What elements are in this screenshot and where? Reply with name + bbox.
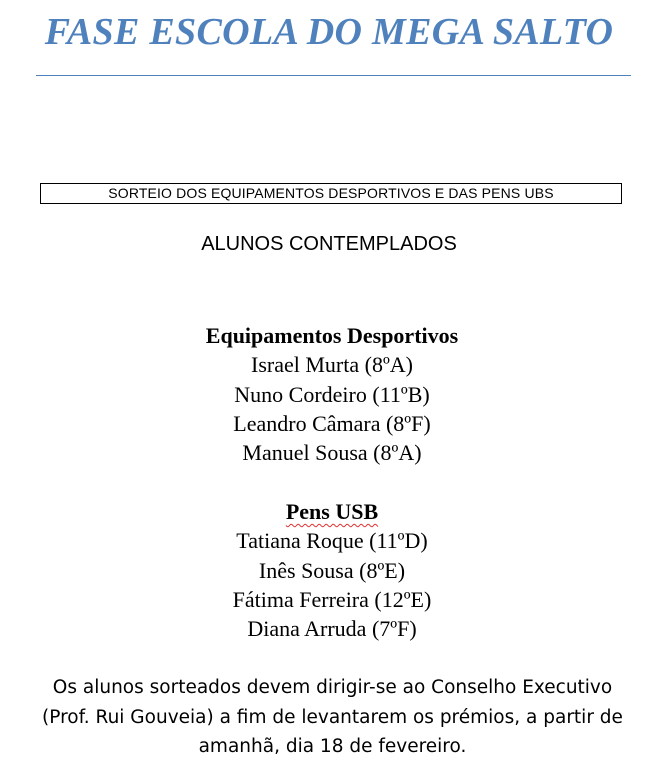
- pens-winners-section: [0, 497, 658, 643]
- winner-name: Fátima Ferreira (12ºE): [232, 586, 432, 612]
- pens-heading: Pens USB: [285, 499, 379, 524]
- draw-heading-box: SORTEIO DOS EQUIPAMENTOS DESPORTIVOS E DAS PENS UBS: [40, 183, 622, 204]
- winner-name: Manuel Sousa (8ºA): [242, 440, 422, 466]
- winner-name: Nuno Cordeiro (11ºB): [234, 381, 430, 407]
- winners-heading: ALUNOS CONTEMPLADOS: [201, 233, 457, 255]
- winner-name: Diana Arruda (7ºF): [247, 616, 417, 642]
- document-title: FASE ESCOLA DO MEGA SALTO: [44, 11, 614, 53]
- equipment-winners-section: [0, 321, 658, 467]
- winner-name: Leandro Câmara (8ºF): [233, 410, 431, 436]
- winner-name: Israel Murta (8ºA): [251, 352, 413, 378]
- title-divider: [36, 75, 631, 76]
- pickup-notice: Os alunos sorteados devem dirigir-se ao Conselho Executivo (Prof. Rui Gouveia) a fim de levantarem os prémios, a partir de amanhã, dia 18 de fevereiro.: [42, 677, 623, 757]
- winner-name: Tatiana Roque (11ºD): [236, 528, 428, 554]
- equipment-heading: Equipamentos Desportivos: [205, 323, 459, 348]
- winner-name: Inês Sousa (8ºE): [258, 557, 406, 583]
